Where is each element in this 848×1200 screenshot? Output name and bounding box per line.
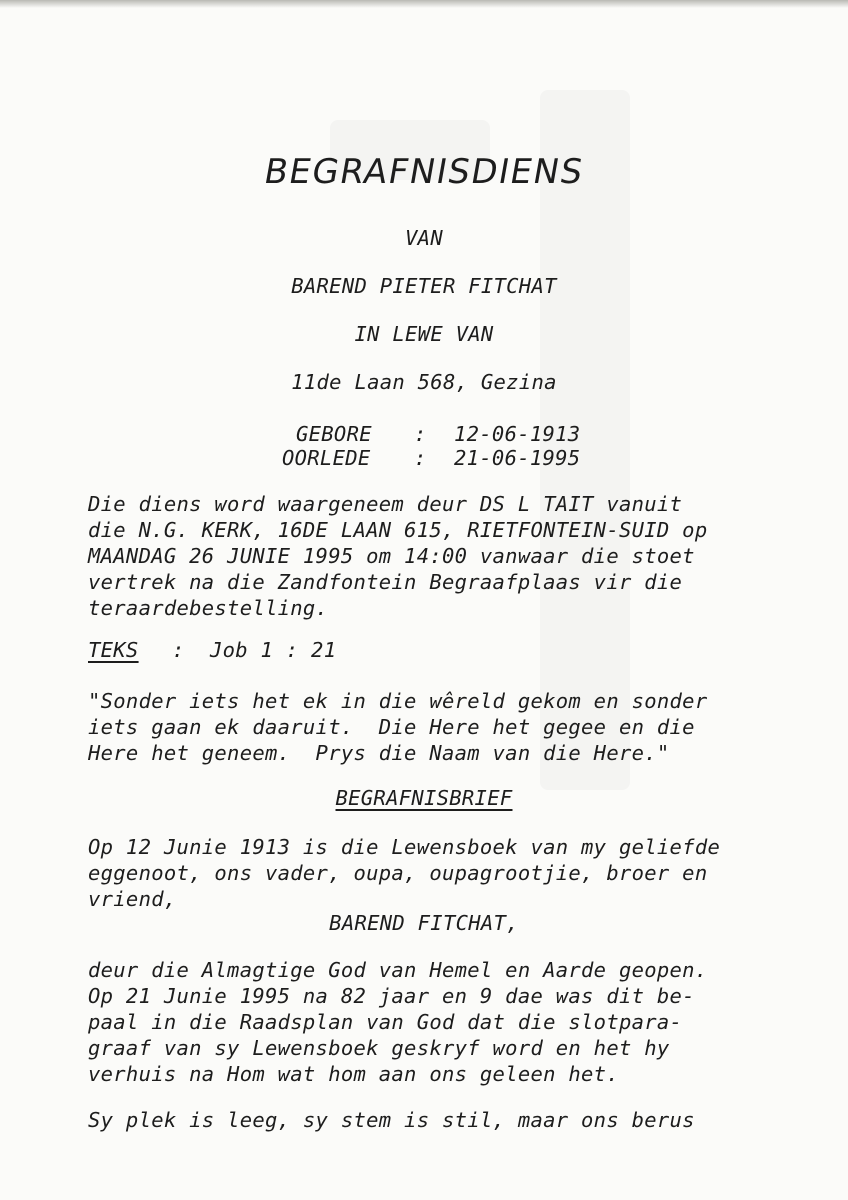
- brief-line: vriend,: [88, 887, 177, 911]
- gebore-date: 12-06-1913: [454, 422, 581, 446]
- oorlede-label: OORLEDE: [282, 446, 371, 470]
- brief-name: BAREND FITCHAT,: [329, 911, 519, 935]
- brief-line: Sy plek is leeg, sy stem is stil, maar ons berus: [88, 1108, 695, 1132]
- brief-line: paal in die Raadsplan van God dat die slotpara-: [88, 1010, 683, 1034]
- brief-line: verhuis na Hom wat hom aan ons geleen het.: [88, 1062, 619, 1086]
- in-lewe-van-label: IN LEWE VAN: [354, 322, 494, 346]
- service-line: die N.G. KERK, 16DE LAAN 615, RIETFONTEIN-SUID op: [88, 518, 708, 542]
- teks-reference: : Job 1 : 21: [172, 638, 337, 662]
- brief-line: Op 12 Junie 1913 is die Lewensboek van my geliefde: [88, 835, 721, 859]
- brief-line: deur die Almagtige God van Hemel en Aarde geopen.: [88, 958, 708, 982]
- brief-line: Op 21 Junie 1995 na 82 jaar en 9 dae was dit be-: [88, 984, 695, 1008]
- quote-line: iets gaan ek daaruit. Die Here het gegee en die: [88, 715, 695, 739]
- address: 11de Laan 568, Gezina: [291, 370, 557, 394]
- section-heading: BEGRAFNISBRIEF: [335, 786, 513, 810]
- oorlede-separator: :: [414, 446, 427, 470]
- service-line: teraardebestelling.: [88, 596, 329, 620]
- van-label: VAN: [405, 226, 443, 250]
- oorlede-date: 21-06-1995: [454, 446, 581, 470]
- brief-line: eggenoot, ons vader, oupa, oupagrootjie, broer en: [88, 861, 708, 885]
- quote-line: "Sonder iets het ek in die wêreld gekom en sonder: [88, 689, 708, 713]
- deceased-name: BAREND PIETER FITCHAT: [291, 274, 557, 298]
- brief-line: graaf van sy Lewensboek geskryf word en het hy: [88, 1036, 670, 1060]
- quote-line: Here het geneem. Prys die Naam van die Here.": [88, 741, 670, 765]
- service-line: vertrek na die Zandfontein Begraafplaas vir die: [88, 570, 683, 594]
- gebore-label: GEBORE: [296, 422, 372, 446]
- gebore-separator: :: [414, 422, 427, 446]
- service-line: MAANDAG 26 JUNIE 1995 om 14:00 vanwaar die stoet: [88, 544, 695, 568]
- teks-label: TEKS: [88, 638, 139, 662]
- service-line: Die diens word waargeneem deur DS L TAIT vanuit: [88, 492, 683, 516]
- page-title: BEGRAFNISDIENS: [260, 152, 588, 192]
